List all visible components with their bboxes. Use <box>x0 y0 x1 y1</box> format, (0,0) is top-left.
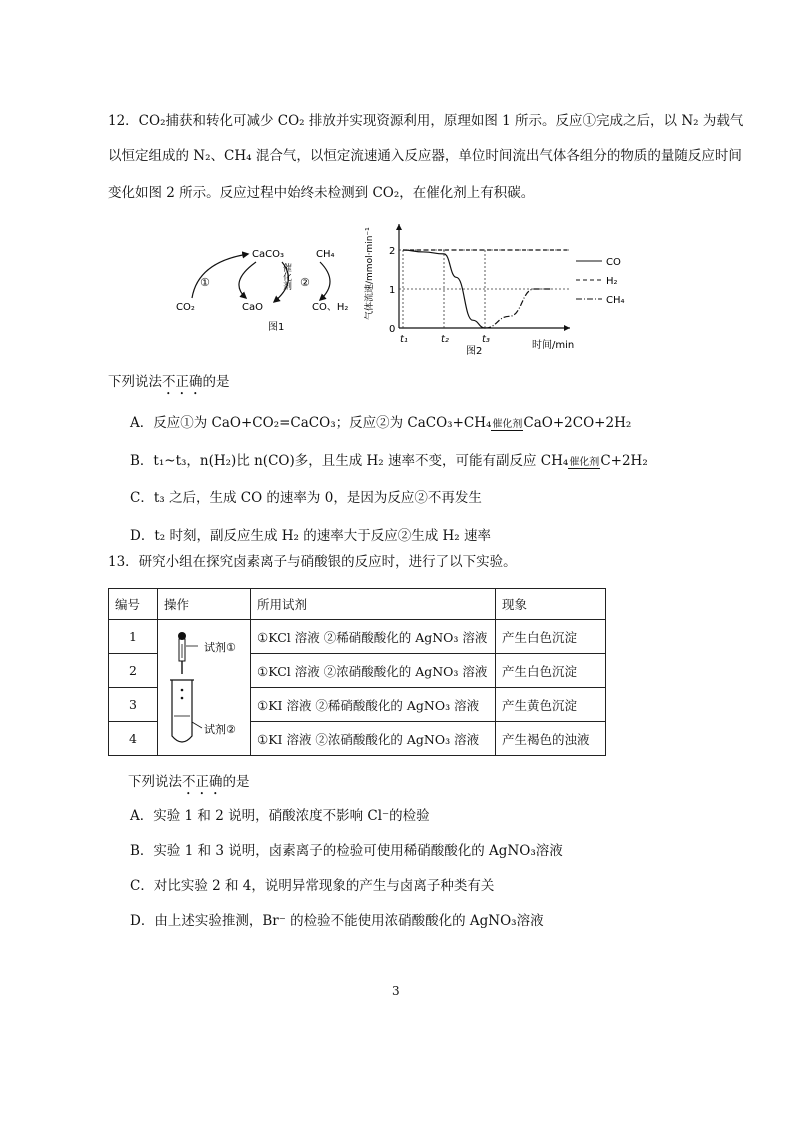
row-phenomenon: 产生褐色的浊液 <box>496 722 606 756</box>
row-phenomenon: 产生白色沉淀 <box>496 654 606 688</box>
y-tick-label: 1 <box>389 285 396 296</box>
x-axis-arrow <box>564 325 570 331</box>
y-tick-label: 0 <box>389 324 396 335</box>
x-tick-label: t₃ <box>482 334 490 345</box>
reagent-2-label: 试剂② <box>204 722 236 736</box>
fig1-ch4: CH₄ <box>316 249 335 260</box>
row-phenomenon: 产生白色沉淀 <box>496 620 606 654</box>
q13-prompt: 下列说法不正确的是 <box>128 774 250 790</box>
figure-1-cycle-diagram <box>170 238 370 338</box>
fig1-caption: 图1 <box>268 322 285 333</box>
fig1-caco3: CaCO₃ <box>252 249 284 260</box>
q12-option-d: D．t₂ 时刻，副反应生成 H₂ 的速率大于反应②生成 H₂ 速率 <box>130 528 491 544</box>
row-reagent: ①KI 溶液 ②稀硝酸酸化的 AgNO₃ 溶液 <box>251 688 496 722</box>
q12-stem-line-1: 12．CO₂捕获和转化可减少 CO₂ 排放并实现资源利用，原理如图 1 所示。反应①完成之后，以 N₂ 为载气 <box>108 113 744 129</box>
q13-option-d: D．由上述实验推测，Br⁻ 的检验不能使用浓硝酸酸化的 AgNO₃溶液 <box>130 913 544 929</box>
row-reagent: ①KI 溶液 ②浓硝酸酸化的 AgNO₃ 溶液 <box>251 722 496 756</box>
legend-label: H₂ <box>606 276 618 287</box>
y-axis-arrow <box>396 224 402 230</box>
figure-2-chart <box>352 218 642 360</box>
x-tick-label: t₂ <box>441 334 449 345</box>
fig1-co-h2: CO、H₂ <box>312 302 349 313</box>
q12-prompt: 下列说法不正确的是 <box>108 374 230 390</box>
legend-label: CH₄ <box>606 295 625 306</box>
q12-option-a: A．反应①为 CaO+CO₂=CaCO₃；反应②为 CaCO₃+CH₄ 催化剂 CaO+2CO+2H₂ <box>130 415 632 431</box>
header-operation: 操作 <box>158 589 251 620</box>
row-id: 1 <box>109 620 158 654</box>
x-axis-label: 时间/min <box>532 340 575 351</box>
legend-label: CO <box>606 257 621 268</box>
q13-option-a: A．实验 1 和 2 说明，硝酸浓度不影响 Cl⁻的检验 <box>130 808 430 824</box>
row-id: 2 <box>109 654 158 688</box>
fig1-arrow-ch4-products <box>320 262 330 300</box>
q13-option-b: B．实验 1 和 3 说明，卤素离子的检验可使用稀硝酸酸化的 AgNO₃溶液 <box>130 843 563 859</box>
fig2-caption: 图2 <box>466 346 483 357</box>
row-reagent: ①KCl 溶液 ②浓硝酸酸化的 AgNO₃ 溶液 <box>251 654 496 688</box>
header-id: 编号 <box>109 589 158 620</box>
q12-stem-line-2: 以恒定组成的 N₂、CH₄ 混合气，以恒定流速通入反应器，单位时间流出气体各组分的物质的量随反应时间 <box>108 148 742 164</box>
q13-option-c: C．对比实验 2 和 4，说明异常现象的产生与卤离子种类有关 <box>130 878 495 894</box>
table-row <box>109 620 606 654</box>
q13-stem: 13．研究小组在探究卤素离子与硝酸银的反应时，进行了以下实验。 <box>108 554 517 570</box>
row-id: 3 <box>109 688 158 722</box>
row-reagent: ①KCl 溶液 ②稀硝酸酸化的 AgNO₃ 溶液 <box>251 620 496 654</box>
y-axis-label: 气体流速/mmol·min⁻¹ <box>365 227 375 320</box>
y-tick-label: 2 <box>389 246 396 257</box>
fig1-step-2: ② <box>300 276 310 289</box>
q12-stem-line-3: 变化如图 2 所示。反应过程中始终未检测到 CO₂，在催化剂上有积碳。 <box>108 185 535 201</box>
x-tick-label: t₁ <box>400 334 408 345</box>
row-phenomenon: 产生黄色沉淀 <box>496 688 606 722</box>
header-phenomenon: 现象 <box>496 589 606 620</box>
reagent-1-label: 试剂① <box>204 640 236 654</box>
q12-option-c: C．t₃ 之后，生成 CO 的速率为 0，是因为反应②不再发生 <box>130 490 482 506</box>
page-number: 3 <box>392 984 400 998</box>
test-tube-dropper-illustration <box>158 624 250 752</box>
fig1-step-1: ① <box>200 276 210 289</box>
fig1-co2: CO₂ <box>176 302 195 313</box>
q12-option-b: B．t₁~t₃，n(H₂)比 n(CO)多，且生成 H₂ 速率不变，可能有副反应 CH₄ 催化剂 C+2H₂ <box>130 453 648 469</box>
row-id: 4 <box>109 722 158 756</box>
fig1-catalyst-label: 催化剂 <box>281 263 291 290</box>
fig1-cao: CaO <box>242 302 263 313</box>
fig1-arrow-caco3-cao-left <box>239 262 256 298</box>
series-ch-line <box>485 289 551 328</box>
operation-cell <box>158 620 251 756</box>
table-header-row <box>109 589 606 620</box>
header-reagent: 所用试剂 <box>251 589 496 620</box>
q13-experiment-table <box>108 588 606 756</box>
